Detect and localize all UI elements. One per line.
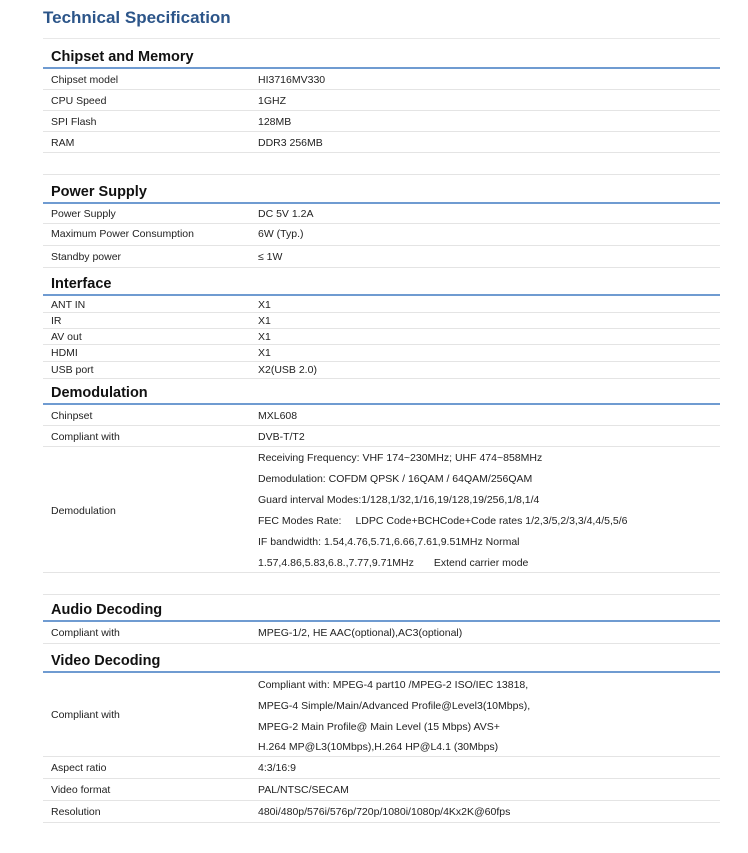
row-value: PAL/NTSC/SECAM	[258, 784, 349, 796]
row-value-line: Demodulation: COFDM QPSK / 16QAM / 64QAM/256QAM	[258, 473, 533, 485]
row-value: HI3716MV330	[258, 74, 326, 86]
row-value: 128MB	[258, 116, 292, 128]
table-row	[43, 329, 720, 345]
row-label: Chinpset	[51, 410, 93, 422]
row-label: IR	[51, 315, 62, 327]
row-value: 6W (Typ.)	[258, 228, 304, 240]
section-title: Audio Decoding	[51, 602, 163, 618]
row-value: 4:3/16:9	[258, 762, 296, 774]
section-header-audio	[43, 600, 720, 622]
row-value: X1	[258, 331, 271, 343]
section-title: Demodulation	[51, 385, 148, 401]
row-value-line: Compliant with: MPEG-4 part10 /MPEG-2 ISO/IEC 13818,	[258, 679, 529, 691]
row-value: MPEG-1/2, HE AAC(optional),AC3(optional)	[258, 627, 463, 639]
table-row	[43, 673, 720, 757]
row-label: Compliant with	[51, 627, 120, 639]
row-value: MXL608	[258, 410, 298, 422]
row-value: DVB-T/T2	[258, 431, 305, 443]
spacer-row	[43, 153, 720, 175]
row-label: Video format	[51, 784, 111, 796]
row-label: AV out	[51, 331, 82, 343]
row-value-line: MPEG-4 Simple/Main/Advanced Profile@Level3(10Mbps),	[258, 700, 531, 712]
row-value: X1	[258, 315, 271, 327]
row-value: X1	[258, 299, 271, 311]
section-header-demodulation	[43, 383, 720, 405]
table-row	[43, 426, 720, 447]
row-value-line: MPEG-2 Main Profile@ Main Level (15 Mbps) AVS+	[258, 721, 500, 733]
table-row	[43, 345, 720, 362]
row-value: DDR3 256MB	[258, 137, 323, 149]
table-row	[43, 90, 720, 111]
table-row	[43, 801, 720, 823]
row-value-line: H.264 MP@L3(10Mbps),H.264 HP@L4.1 (30Mbps)	[258, 741, 499, 753]
row-value: ≤ 1W	[258, 251, 283, 263]
row-label: Aspect ratio	[51, 762, 107, 774]
section-header-chipset	[43, 47, 720, 69]
row-label: RAM	[51, 137, 75, 149]
table-row	[43, 362, 720, 379]
row-label: ANT IN	[51, 299, 86, 311]
row-value: DC 5V 1.2A	[258, 208, 314, 220]
row-label: Power Supply	[51, 208, 116, 220]
row-label: Maximum Power Consumption	[51, 228, 194, 240]
if-extended-values: 1.57,4.86,5.83,6.8.,7.77,9.71MHz	[258, 557, 414, 569]
section-title: Interface	[51, 276, 112, 292]
table-row	[43, 224, 720, 246]
row-label: Chipset model	[51, 74, 119, 86]
row-value: X2(USB 2.0)	[258, 364, 317, 376]
row-label: CPU Speed	[51, 95, 107, 107]
spacer-row	[43, 573, 720, 595]
row-value-line: Receiving Frequency: VHF 174~230MHz; UHF 474~858MHz	[258, 452, 543, 464]
page-title: Technical Specification	[43, 8, 231, 27]
section-header-video	[43, 651, 720, 673]
row-label: Standby power	[51, 251, 122, 263]
table-row	[43, 779, 720, 801]
section-title: Power Supply	[51, 184, 147, 200]
section-title: Video Decoding	[51, 653, 161, 669]
row-label: HDMI	[51, 347, 78, 359]
section-title: Chipset and Memory	[51, 49, 194, 65]
row-value-line	[258, 557, 528, 569]
table-row	[43, 69, 720, 90]
row-label: Resolution	[51, 806, 101, 818]
table-row	[43, 447, 720, 573]
table-row	[43, 757, 720, 779]
section-header-interface	[43, 274, 720, 296]
section-header-power	[43, 182, 720, 204]
fec-value: LDPC Code+BCHCode+Code rates 1/2,3/5,2/3,3/4,4/5,5/6	[355, 515, 628, 527]
table-row	[43, 132, 720, 153]
table-row	[43, 313, 720, 329]
row-value-line	[258, 515, 627, 527]
table-row	[43, 405, 720, 426]
row-label: SPI Flash	[51, 116, 97, 128]
row-value-line: Guard interval Modes:1/128,1/32,1/16,19/128,19/256,1/8,1/4	[258, 494, 540, 506]
row-value-line: IF bandwidth: 1.54,4.76,5.71,6.66,7.61,9.51MHz Normal	[258, 536, 520, 548]
title-divider	[43, 38, 720, 39]
fec-label: FEC Modes Rate:	[258, 515, 342, 527]
row-label: Demodulation	[51, 505, 116, 517]
table-row	[43, 622, 720, 644]
row-label: USB port	[51, 364, 94, 376]
row-value: 1GHZ	[258, 95, 287, 107]
row-value: 480i/480p/576i/576p/720p/1080i/1080p/4Kx2K@60fps	[258, 806, 511, 818]
row-label: Compliant with	[51, 709, 120, 721]
row-value: X1	[258, 347, 271, 359]
row-label: Compliant with	[51, 431, 120, 443]
if-extended-mode: Extend carrier mode	[433, 557, 529, 569]
table-row	[43, 111, 720, 132]
table-row	[43, 246, 720, 268]
table-row	[43, 204, 720, 224]
table-row	[43, 296, 720, 313]
